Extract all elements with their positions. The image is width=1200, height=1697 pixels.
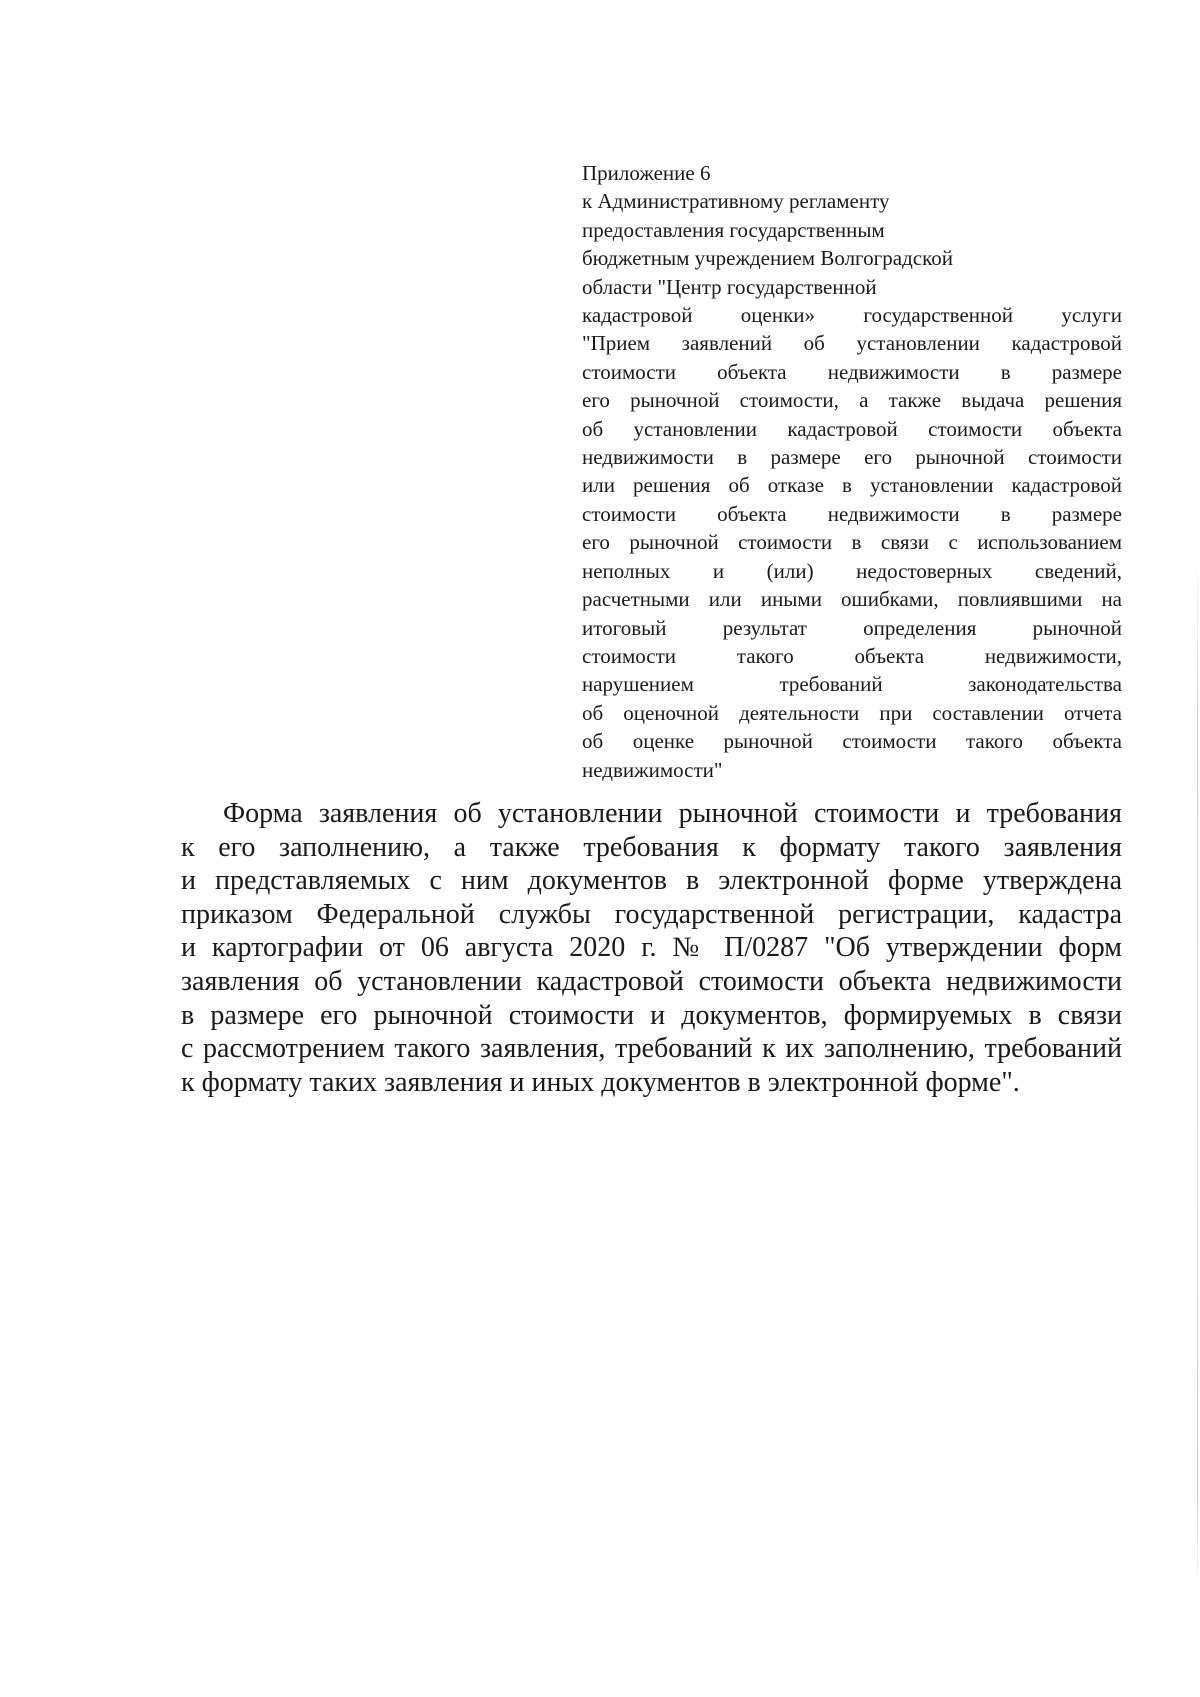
appendix-line: области "Центр государственной [582, 274, 877, 299]
paragraph-line: с рассмотрением такого заявления, требований к их заполнению, требований [181, 1033, 1122, 1065]
scan-edge-line [1197, 560, 1198, 1590]
appendix-line: "Прием заявлений об установлении кадастровой [582, 331, 1122, 356]
appendix-line: стоимости такого объекта недвижимости, [582, 643, 1122, 668]
appendix-line: его рыночной стоимости в связи с использованием [582, 530, 1122, 555]
main-paragraph [181, 797, 1122, 1099]
paragraph-line: в размере его рыночной стоимости и документов, формируемых в связи [181, 999, 1122, 1031]
appendix-header [582, 159, 1122, 784]
paragraph-line: заявления об установлении кадастровой стоимости объекта недвижимости [181, 965, 1122, 997]
appendix-line: об оценке рыночной стоимости такого объекта [582, 729, 1122, 754]
appendix-line: или решения об отказе в установлении кадастровой [582, 473, 1122, 498]
paragraph-line: и представляемых с ним документов в электронной форме утверждена [181, 865, 1122, 897]
appendix-line: об оценочной деятельности при составлении отчета [582, 700, 1122, 725]
paragraph-line: и картографии от 06 августа 2020 г. № П/0287 "Об утверждении форм [181, 932, 1122, 964]
appendix-line: недвижимости в размере его рыночной стоимости [582, 445, 1122, 470]
appendix-line: стоимости объекта недвижимости в размере [582, 501, 1122, 526]
appendix-line: предоставления государственным [582, 217, 885, 242]
appendix-line: нарушением требований законодательства [582, 672, 1122, 697]
appendix-line: Приложение 6 [582, 161, 711, 185]
appendix-line: об установлении кадастровой стоимости объекта [582, 416, 1122, 441]
appendix-line: итоговый результат определения рыночной [582, 615, 1122, 640]
appendix-line: кадастровой оценки» государственной услуги [582, 303, 1122, 328]
appendix-line: неполных и (или) недостоверных сведений, [582, 558, 1122, 583]
appendix-line: стоимости объекта недвижимости в размере [582, 359, 1122, 384]
paragraph-line: Форма заявления об установлении рыночной стоимости и требования [223, 798, 1122, 829]
appendix-line: недвижимости" [582, 757, 723, 782]
appendix-line: расчетными или иными ошибками, повлиявшими на [582, 587, 1122, 612]
paragraph-line: приказом Федеральной службы государственной регистрации, кадастра [181, 898, 1122, 930]
paragraph-line: к формату таких заявления и иных документов в электронной форме". [181, 1066, 1020, 1098]
paragraph-line: к его заполнению, а также требования к формату такого заявления [181, 831, 1122, 863]
appendix-line: его рыночной стоимости, а также выдача решения [582, 388, 1122, 413]
appendix-line: бюджетным учреждением Волгоградской [582, 246, 953, 271]
appendix-line: к Административному регламенту [582, 189, 890, 214]
